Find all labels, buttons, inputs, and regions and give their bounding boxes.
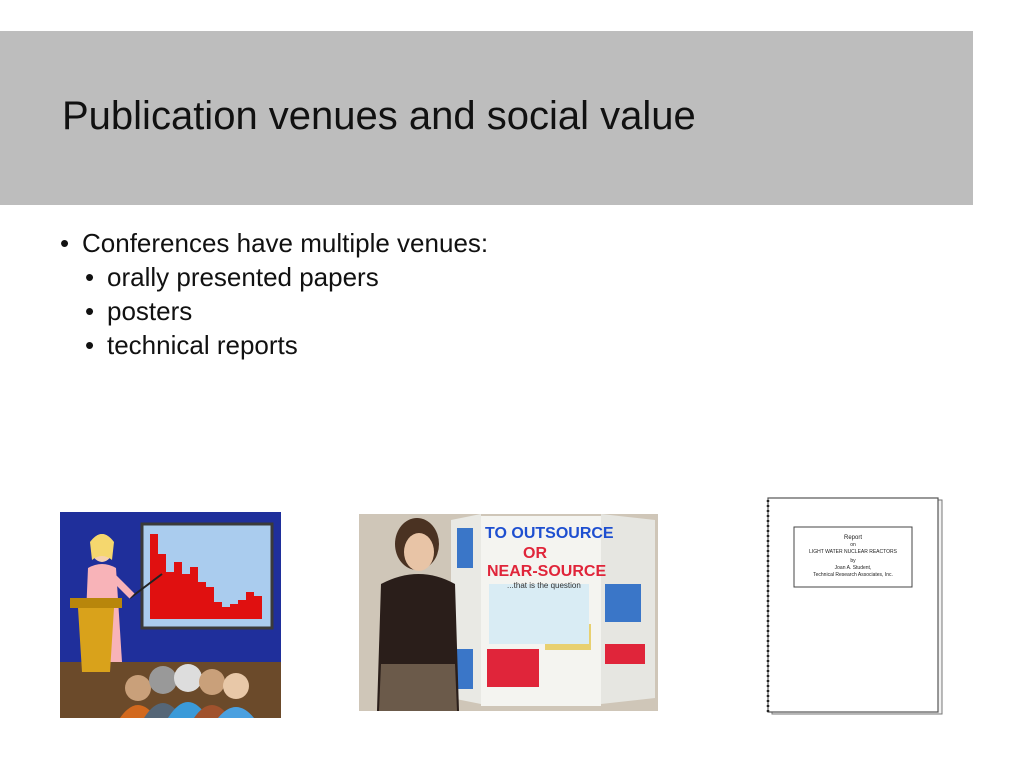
- report-cover-line6: Technical Research Associates, Inc.: [813, 572, 893, 578]
- report-cover-line2: on: [850, 542, 856, 548]
- poster-heading-line3: NEAR-SOURCE: [487, 563, 607, 580]
- bullet-glyph: •: [85, 262, 95, 292]
- presenter-clipart-image: [60, 512, 281, 718]
- technical-report-image: [766, 496, 944, 716]
- sub-bullet-text: orally presented papers: [107, 262, 379, 292]
- report-cover-line3: LIGHT WATER NUCLEAR REACTORS: [809, 549, 897, 555]
- poster-heading-line2: OR: [523, 545, 547, 562]
- poster-heading-line1: TO OUTSOURCE: [485, 525, 614, 542]
- sub-bullet-item: [60, 296, 488, 330]
- report-cover-line5: Joan A. Student,: [834, 565, 872, 571]
- bullet-text: Conferences have multiple venues:: [82, 228, 489, 258]
- poster-photo-image: [359, 514, 658, 711]
- sub-bullet-item: [60, 262, 488, 296]
- sub-bullet-item: [60, 330, 488, 364]
- report-cover-line1: Report: [843, 535, 863, 541]
- sub-bullet-text: posters: [107, 296, 193, 326]
- bullet-list: [60, 228, 488, 364]
- slide-title: Publication venues and social value: [62, 94, 696, 138]
- bullet-glyph: •: [85, 296, 95, 326]
- sub-bullet-text: technical reports: [107, 330, 298, 360]
- bullet-item: [60, 228, 488, 262]
- report-cover-line4: by: [850, 558, 856, 564]
- bullet-glyph: •: [85, 330, 95, 360]
- bullet-glyph: •: [60, 228, 70, 258]
- poster-heading-line4: ...that is the question: [507, 581, 581, 590]
